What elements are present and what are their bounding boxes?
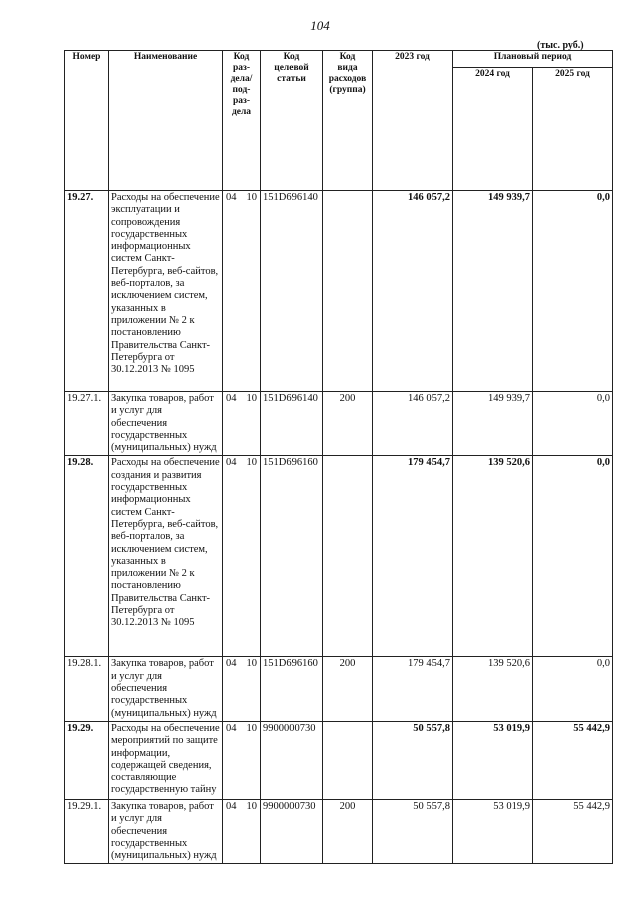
row-amount-2024: 139 520,6 xyxy=(453,657,533,721)
header-section-line: раз- xyxy=(232,96,250,106)
row-amount-2024: 149 939,7 xyxy=(453,392,533,456)
table-row xyxy=(65,721,613,799)
row-number: 19.27. xyxy=(65,191,109,392)
header-section-line: Код xyxy=(233,52,250,62)
row-article: 151D696160 xyxy=(261,456,323,657)
row-type: 200 xyxy=(323,392,373,456)
header-article-line: целевой xyxy=(274,63,309,73)
row-section xyxy=(223,721,261,799)
row-name: Расходы на обеспечение эксплуатации и сопровождения государственных информационных систем Санкт-Петербурга, веб-сайтов, веб-порталов, за исключением систем, указанных в приложении № 2 к постановлению Правительства Санкт-Петербурга от 30.12.2013 № 1095 xyxy=(109,191,223,392)
header-year-2025: 2025 год xyxy=(533,68,613,191)
units-label: (тыс. руб.) xyxy=(537,40,584,51)
header-type-line: (группа) xyxy=(329,85,366,95)
row-article: 9900000730 xyxy=(261,799,323,863)
row-section xyxy=(223,392,261,456)
section-code: 04 xyxy=(226,658,237,670)
header-section xyxy=(223,51,261,191)
header-type-line: Код xyxy=(339,52,356,62)
section-code: 04 xyxy=(226,192,237,203)
row-name: Расходы на обеспечение мероприятий по защите информации, содержащей сведения, составляющие государственную тайну xyxy=(109,721,223,799)
row-section xyxy=(223,456,261,657)
row-amount-2023: 146 057,2 xyxy=(373,392,453,456)
row-amount-2024: 53 019,9 xyxy=(453,799,533,863)
row-amount-2023: 50 557,8 xyxy=(373,721,453,799)
row-number: 19.27.1. xyxy=(65,392,109,456)
header-number: Номер xyxy=(65,51,109,191)
header-article xyxy=(261,51,323,191)
row-amount-2025: 0,0 xyxy=(533,191,613,392)
row-section xyxy=(223,799,261,863)
section-code: 04 xyxy=(226,722,237,734)
table-row xyxy=(65,191,613,392)
row-amount-2023: 179 454,7 xyxy=(373,657,453,721)
row-amount-2023: 50 557,8 xyxy=(373,799,453,863)
row-amount-2025: 55 442,9 xyxy=(533,799,613,863)
row-amount-2025: 0,0 xyxy=(533,456,613,657)
section-code: 04 xyxy=(226,393,237,404)
row-article: 151D696140 xyxy=(261,392,323,456)
row-type xyxy=(323,456,373,657)
row-number: 19.29.1. xyxy=(65,799,109,863)
row-article: 9900000730 xyxy=(261,721,323,799)
header-section-line: дела/ xyxy=(230,74,253,84)
row-amount-2024: 139 520,6 xyxy=(453,456,533,657)
budget-table xyxy=(64,50,613,864)
subsection-code: 10 xyxy=(246,800,257,812)
row-amount-2025: 0,0 xyxy=(533,392,613,456)
row-type: 200 xyxy=(323,657,373,721)
row-name: Закупка товаров, работ и услуг для обеспечения государственных (муниципальных) нужд xyxy=(109,392,223,456)
section-code: 04 xyxy=(226,457,237,469)
row-amount-2024: 53 019,9 xyxy=(453,721,533,799)
table-row xyxy=(65,799,613,863)
row-amount-2023: 179 454,7 xyxy=(373,456,453,657)
row-type xyxy=(323,721,373,799)
header-year-2024: 2024 год xyxy=(453,68,533,191)
subsection-code: 10 xyxy=(246,393,257,404)
row-amount-2024: 149 939,7 xyxy=(453,191,533,392)
header-section-line: раз- xyxy=(232,63,250,73)
row-amount-2023: 146 057,2 xyxy=(373,191,453,392)
row-name: Закупка товаров, работ и услуг для обеспечения государственных (муниципальных) нужд xyxy=(109,799,223,863)
header-section-line: под- xyxy=(232,85,251,95)
row-article: 151D696140 xyxy=(261,191,323,392)
row-number: 19.28.1. xyxy=(65,657,109,721)
header-expense-type xyxy=(323,51,373,191)
row-amount-2025: 55 442,9 xyxy=(533,721,613,799)
table-row xyxy=(65,657,613,721)
header-article-line: Код xyxy=(283,52,300,62)
row-section xyxy=(223,191,261,392)
row-section xyxy=(223,657,261,721)
row-type: 200 xyxy=(323,799,373,863)
header-type-line: расходов xyxy=(328,74,367,84)
table-row xyxy=(65,392,613,456)
header-name: Наименование xyxy=(109,51,223,191)
header-article-line: статьи xyxy=(277,74,306,84)
row-amount-2025: 0,0 xyxy=(533,657,613,721)
row-article: 151D696160 xyxy=(261,657,323,721)
header-section-line: дела xyxy=(231,107,252,117)
row-type xyxy=(323,191,373,392)
row-name: Закупка товаров, работ и услуг для обеспечения государственных (муниципальных) нужд xyxy=(109,657,223,721)
header-year-2023: 2023 год xyxy=(373,51,453,191)
row-number: 19.29. xyxy=(65,721,109,799)
subsection-code: 10 xyxy=(246,457,257,469)
row-name: Расходы на обеспечение создания и развития государственных информационных систем Санкт-Петербурга, веб-сайтов, веб-порталов, за исключением систем, указанных в приложении № 2 к постановлению Правительства Санкт-Петербурга от 30.12.2013 № 1095 xyxy=(109,456,223,657)
table-row xyxy=(65,456,613,657)
subsection-code: 10 xyxy=(246,658,257,670)
page-number: 104 xyxy=(310,18,330,33)
header-type-line: вида xyxy=(337,63,358,73)
header-plan-period: Плановый период xyxy=(453,51,613,68)
row-number: 19.28. xyxy=(65,456,109,657)
section-code: 04 xyxy=(226,800,237,812)
subsection-code: 10 xyxy=(246,192,257,203)
subsection-code: 10 xyxy=(246,722,257,734)
